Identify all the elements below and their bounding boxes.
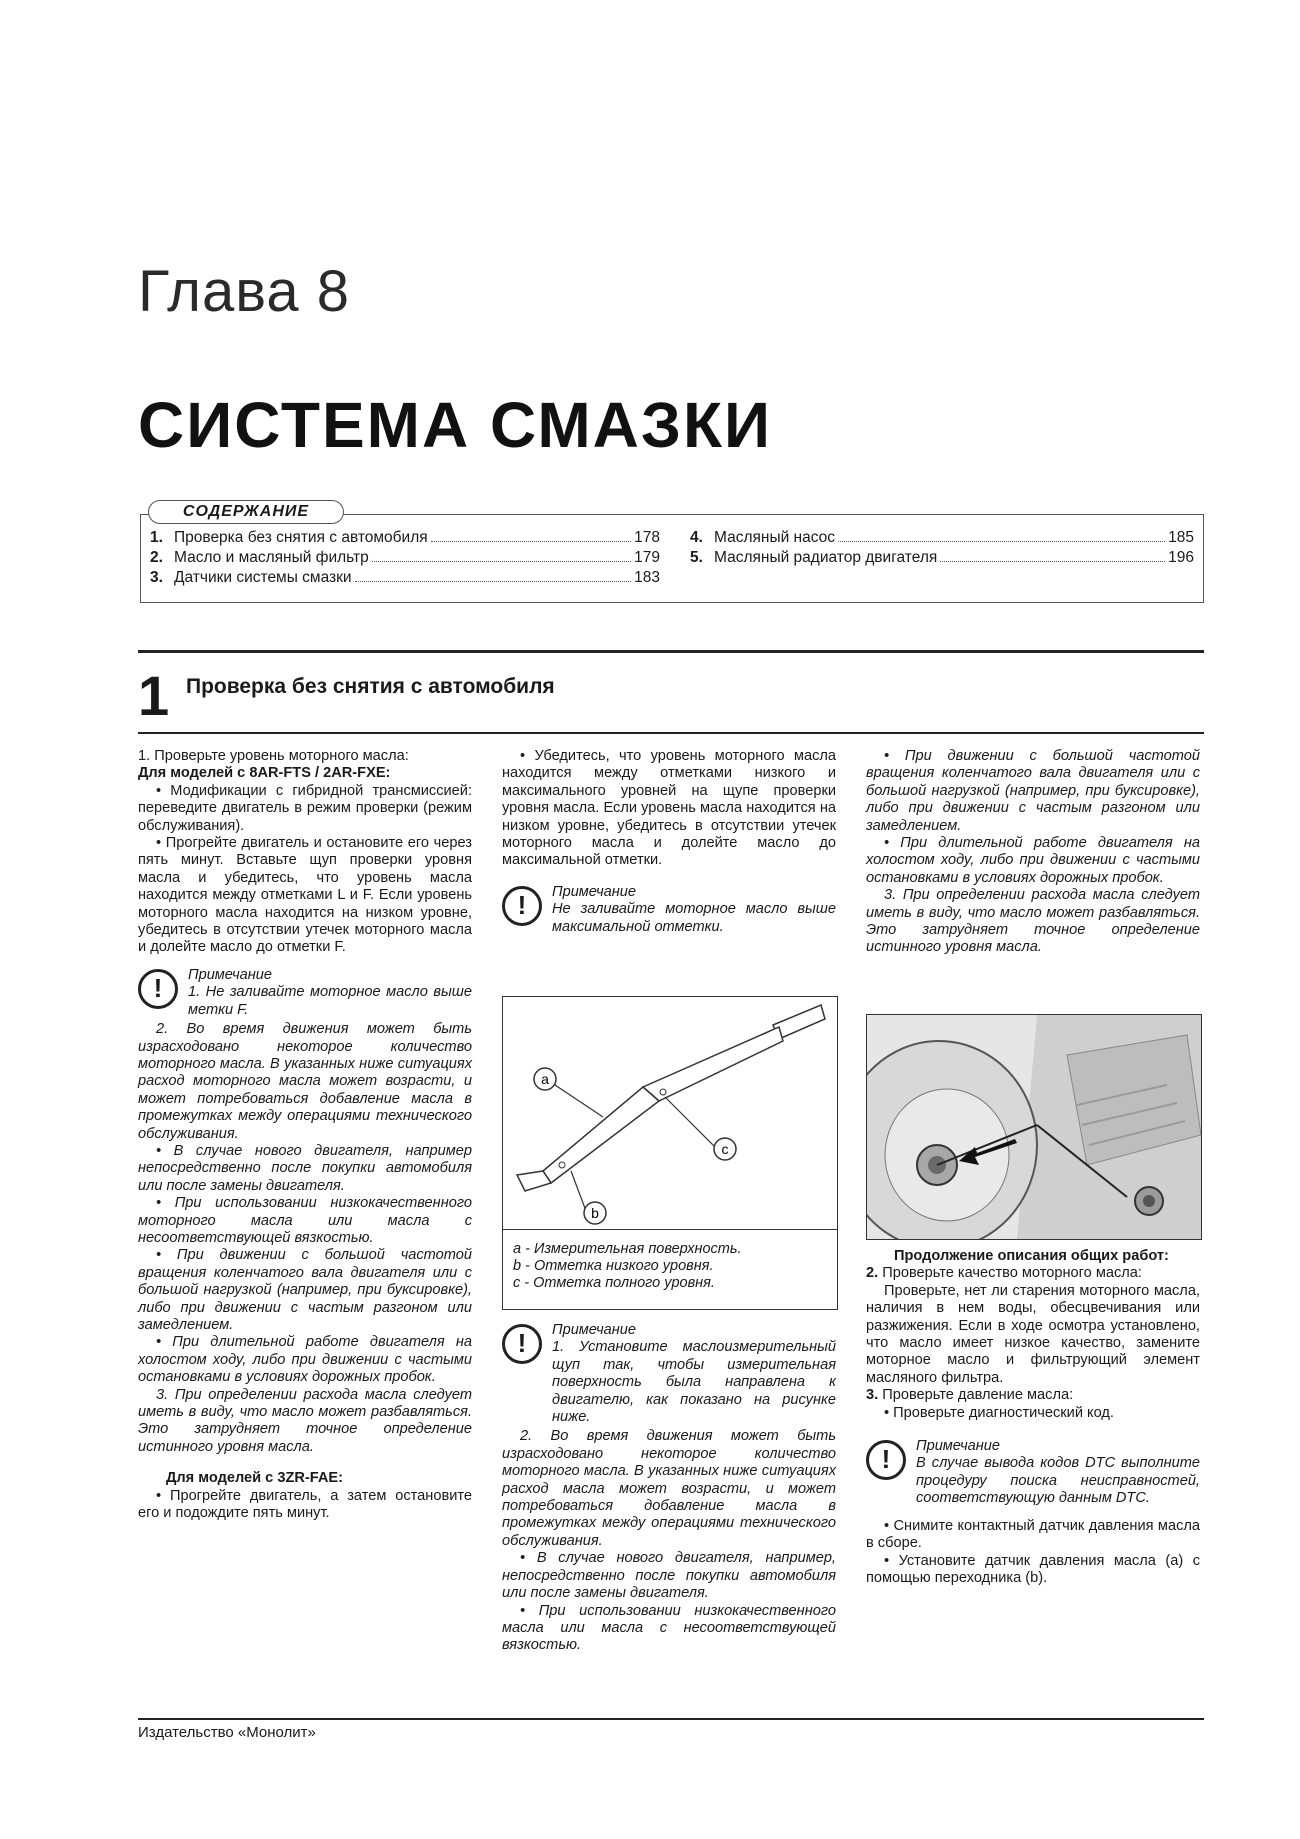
- bullet-high-rpm: • При движении с большой частотой вращения коленчатого вала двигателя или с большой нагрузкой (например, при буксировке), либо при движении с частым разгоном или замедлением.: [138, 1247, 472, 1333]
- column-1: [138, 748, 472, 1522]
- callout-a-label: a: [541, 1071, 549, 1087]
- warning-icon: !: [866, 1440, 906, 1480]
- toc-item-num: 4.: [690, 529, 703, 546]
- step-3-num: 3.: [866, 1387, 879, 1404]
- publisher: Издательство «Монолит»: [138, 1724, 316, 1741]
- toc-item[interactable]: [690, 528, 1194, 548]
- bullet-check-level: • Убедитесь, что уровень моторного масла находится между отметками низкого и максимального уровней на щупе проверки уровня масла. Если уровень масла находится на низком уровне, убедитесь в отсутствии утечек моторного масла и долейте масло до максимальной отметки.: [502, 748, 836, 869]
- toc-item[interactable]: [150, 548, 660, 568]
- chapter-title: СИСТЕМА СМАЗКИ: [138, 389, 772, 461]
- column-3-lower: [866, 1248, 1200, 1587]
- step-2: Проверьте качество моторного масла:: [882, 1265, 1142, 1282]
- warning-icon: !: [502, 1324, 542, 1364]
- note-para: 2. Во время движения может быть израсходовано некоторое количество моторного масла. В указанных ниже ситуациях расход моторного масла может возрасти, и может потребоваться добавление масла в промежутках между операциями технического обслуживания.: [138, 1021, 472, 1142]
- step-3: Проверьте давление масла:: [882, 1387, 1074, 1404]
- section-number: 1: [138, 664, 170, 727]
- note-block: [138, 967, 472, 1019]
- toc-right: [690, 528, 1194, 568]
- note-label: Примечание: [188, 966, 273, 983]
- callout-b-label: b: [591, 1205, 599, 1221]
- bullet-warmup: • Прогрейте двигатель и остановите его через пять минут. Вставьте щуп проверки уровня масла и убедитесь, что уровень масла находится между отметками L и F. Если уровень моторного масла находится на низком уровне, убедитесь в отсутствии утечек моторного масла и долейте масло до отметки F.: [138, 835, 472, 956]
- toc-item[interactable]: [150, 568, 660, 588]
- toc-item-label: Масляный радиатор двигателя: [714, 549, 938, 566]
- toc-leader: [940, 561, 1165, 562]
- toc-item-page: 196: [1168, 549, 1194, 566]
- warning-icon: !: [502, 886, 542, 926]
- bullet-dtc: • Проверьте диагностический код.: [884, 1404, 1114, 1421]
- figure-legend: [513, 1241, 742, 1292]
- toc-item-num: 2.: [150, 549, 163, 566]
- toc-leader: [372, 561, 631, 562]
- legend-b: b - Отметка низкого уровня.: [513, 1258, 714, 1274]
- engine-illustration: [867, 1015, 1201, 1239]
- subheading-3zr: Для моделей с 3ZR-FAE:: [166, 1470, 344, 1487]
- legend-a: a - Измерительная поверхность.: [513, 1241, 742, 1257]
- note-block: [866, 1438, 1200, 1508]
- note-text: 1. Установите маслоизмерительный щуп так, чтобы измерительная поверхность была направлена к двигателю, как показано на рисунке ниже.: [552, 1339, 836, 1426]
- quality-check-text: Проверьте, нет ли старения моторного масла, наличия в нем воды, обесцвечивания или разжижения. Если в ходе осмотра установлено, что масло имеет низкое качество, замените моторное масло и фильтрующий элемент масляного фильтра.: [866, 1282, 1200, 1386]
- note-block: [502, 1322, 836, 1426]
- column-2: [502, 748, 836, 938]
- toc-item-page: 179: [634, 549, 660, 566]
- toc-item-label: Проверка без снятия с автомобиля: [174, 529, 428, 546]
- note-label: Примечание: [916, 1438, 1001, 1455]
- step-2-num: 2.: [866, 1265, 879, 1282]
- subheading-8ar: Для моделей с 8AR-FTS / 2AR-FXE:: [138, 765, 391, 782]
- note-para: 2. Во время движения может быть израсходовано некоторое количество моторного масла. В указанных ниже ситуациях расход масла может возрасти, и может потребоваться добавление масла в промежутках между операциями технического обслуживания.: [502, 1428, 836, 1549]
- dipstick-illustration: [503, 997, 837, 1229]
- toc-left: [150, 528, 660, 588]
- footer-rule: [138, 1718, 1204, 1720]
- warning-icon: !: [138, 969, 178, 1009]
- note-text: В случае вывода кодов DTC выполните процедуру поиска неисправностей, соответствующую данным DTC.: [916, 1455, 1200, 1507]
- toc-leader: [431, 541, 631, 542]
- bullet-warmup-3zr: • Прогрейте двигатель, а затем остановите его и подождите пять минут.: [138, 1487, 472, 1522]
- toc-item-num: 5.: [690, 549, 703, 566]
- toc-item-label: Масло и масляный фильтр: [174, 549, 369, 566]
- toc-item[interactable]: [150, 528, 660, 548]
- column-3: [866, 748, 1200, 957]
- bullet-install-sensor: • Установите датчик давления масла (a) с помощью переходника (b).: [866, 1552, 1200, 1586]
- toc-leader: [838, 541, 1165, 542]
- toc-item-page: 183: [634, 569, 660, 586]
- note-para-dilution: 3. При определении расхода масла следует иметь в виду, что масло может разбавляться. Это затрудняет точное определение истинного уровня масла.: [866, 887, 1200, 956]
- section-title: Проверка без снятия с автомобиля: [186, 675, 555, 698]
- note-text: Не заливайте моторное масло выше максимальной отметки.: [552, 901, 836, 935]
- toc-heading: СОДЕРЖАНИЕ: [148, 500, 344, 524]
- bullet-remove-sensor: • Снимите контактный датчик давления масла в сборе.: [866, 1517, 1200, 1552]
- bullet-idle: • При длительной работе двигателя на холостом ходу, либо при движении с частыми остановками в условиях дорожных пробок.: [138, 1334, 472, 1386]
- engine-photo: [866, 1014, 1202, 1240]
- toc-item-page: 185: [1168, 529, 1194, 546]
- step-1: 1. Проверьте уровень моторного масла:: [138, 748, 409, 764]
- toc-leader: [355, 581, 632, 582]
- bullet-low-quality: • При использовании низкокачественного масла или масла с несоответствующей вязкостью.: [502, 1602, 836, 1654]
- column-2-lower: [502, 1322, 836, 1655]
- note-label: Примечание: [552, 1322, 637, 1338]
- note-para-dilution: 3. При определении расхода масла следует иметь в виду, что масло может разбавляться. Это затрудняет точное определение истинного уровня масла.: [138, 1386, 472, 1455]
- dipstick-figure: [502, 996, 838, 1310]
- legend-c: c - Отметка полного уровня.: [513, 1275, 715, 1291]
- bullet-new-engine: • В случае нового двигателя, например, непосредственно после покупки автомобиля или после замены двигателя.: [502, 1550, 836, 1602]
- bullet-new-engine: • В случае нового двигателя, например непосредственно после покупки автомобиля или после замены двигателя.: [138, 1142, 472, 1194]
- bullet-high-rpm: • При движении с большой частотой вращения коленчатого вала двигателя или с большой нагрузкой (например, при буксировке), либо при движении с частым разгоном или замедлением.: [866, 748, 1200, 834]
- bullet-low-quality: • При использовании низкокачественного моторного масла или масла с несоответствующей вязкостью.: [138, 1195, 472, 1246]
- toc-item-num: 1.: [150, 529, 163, 546]
- note-block: [502, 884, 836, 936]
- bullet-idle: • При длительной работе двигателя на холостом ходу, либо при движении с частыми остановками в условиях дорожных пробок.: [866, 835, 1200, 886]
- toc-item-num: 3.: [150, 569, 163, 586]
- callout-c-label: c: [721, 1141, 729, 1157]
- note-label: Примечание: [552, 883, 637, 900]
- chapter-label: Глава 8: [138, 259, 351, 324]
- toc-item[interactable]: [690, 548, 1194, 568]
- section-rule-top: [138, 650, 1204, 653]
- bullet-hybrid: • Модификации с гибридной трансмиссией: переведите двигатель в режим проверки (режим обслуживания).: [138, 782, 472, 834]
- toc-item-page: 178: [634, 529, 660, 546]
- toc-item-label: Масляный насос: [714, 529, 836, 546]
- note-text: 1. Не заливайте моторное масло выше метки F.: [188, 984, 472, 1018]
- toc-item-label: Датчики системы смазки: [174, 569, 352, 586]
- subheading-continuation: Продолжение описания общих работ:: [894, 1248, 1169, 1264]
- section-rule-bottom: [138, 732, 1204, 734]
